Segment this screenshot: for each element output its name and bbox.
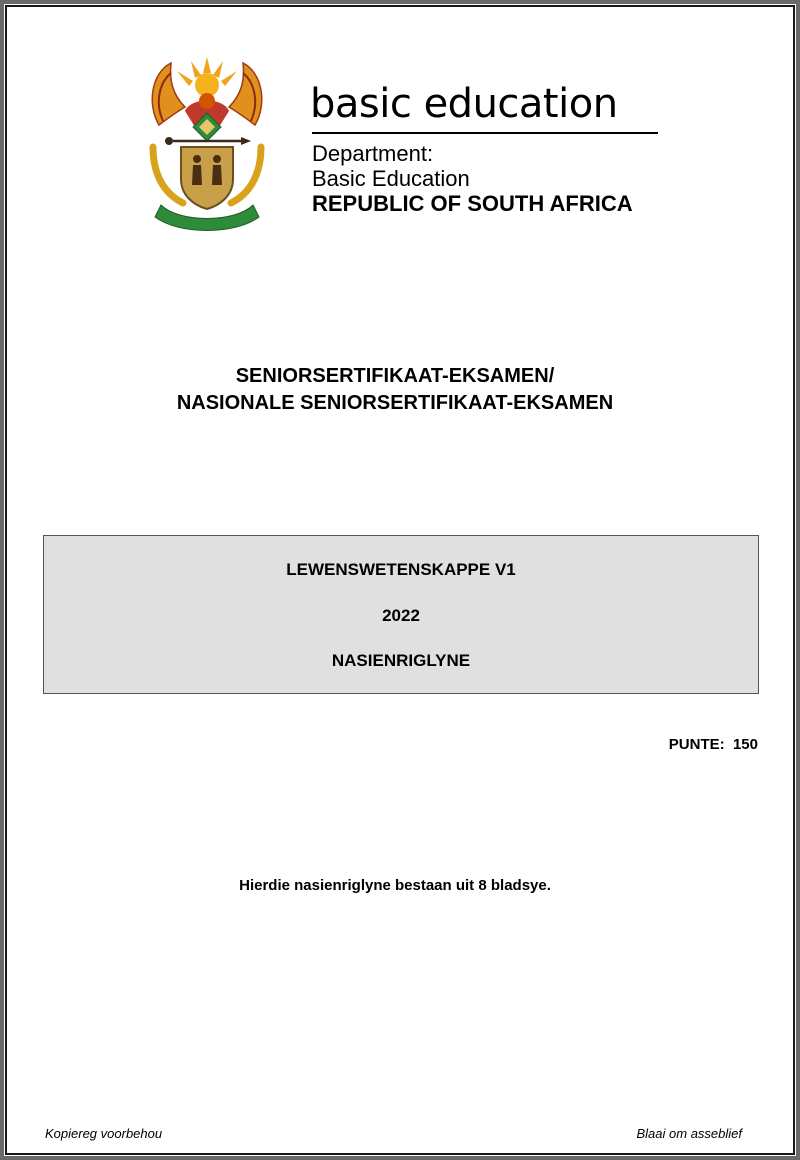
exam-title-line1: SENIORSERTIFIKAAT-EKSAMEN/ <box>235 365 555 387</box>
page-count-note: Hierdie nasienriglyne bestaan uit 8 bladsye. <box>239 877 551 894</box>
brand-title: basic education <box>310 81 618 127</box>
coat-of-arms-icon <box>139 55 275 231</box>
country-name: REPUBLIC OF SOUTH AFRICA <box>312 191 633 216</box>
subject-box <box>43 535 759 694</box>
department-name: Basic Education <box>312 166 470 191</box>
total-marks: PUNTE: 150 <box>668 736 758 753</box>
brand-underline <box>312 132 658 134</box>
footer-copyright: Kopiereg voorbehou <box>45 1126 163 1141</box>
subject-name: LEWENSWETENSKAPPE V1 <box>286 560 516 579</box>
department-label: Department: <box>312 141 434 166</box>
footer-turn-page: Blaai om asseblief <box>636 1126 742 1141</box>
exam-year: 2022 <box>382 606 420 625</box>
department-branding <box>310 80 670 216</box>
document-type: NASIENRIGLYNE <box>331 651 471 670</box>
exam-title-line2: NASIONALE SENIORSERTIFIKAAT-EKSAMEN <box>176 392 614 414</box>
